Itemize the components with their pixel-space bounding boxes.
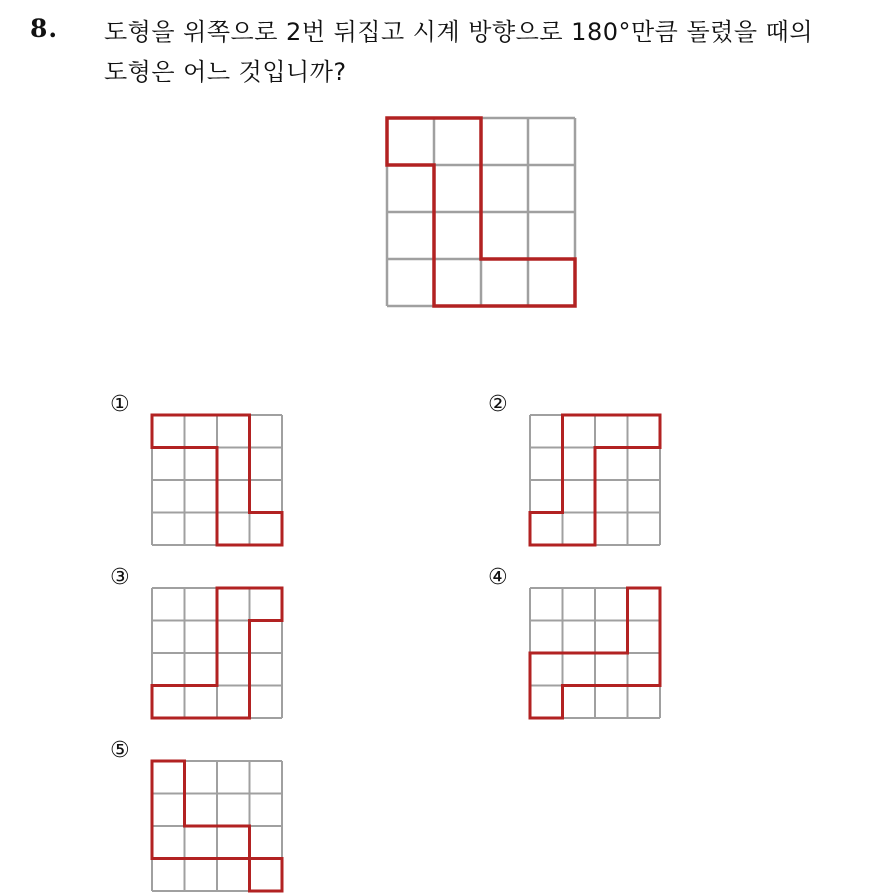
option-2-label[interactable]: ② (488, 392, 508, 417)
question-line-2: 도형은 어느 것입니까? (104, 58, 347, 86)
option-5-svg[interactable] (152, 761, 282, 891)
main-figure (387, 118, 575, 306)
option-2-svg[interactable] (530, 415, 660, 545)
option-5-label[interactable]: ⑤ (110, 738, 130, 763)
option-4-figure[interactable] (530, 588, 660, 718)
option-1-svg[interactable] (152, 415, 282, 545)
option-3-figure[interactable] (152, 588, 282, 718)
option-1-label[interactable]: ① (110, 392, 130, 417)
main-figure-svg (387, 118, 575, 306)
option-1-figure[interactable] (152, 415, 282, 545)
question-text (104, 12, 874, 92)
question-number: 8. (30, 14, 59, 43)
option-5-figure[interactable] (152, 761, 282, 891)
option-4-label[interactable]: ④ (488, 565, 508, 590)
option-3-label[interactable]: ③ (110, 565, 130, 590)
option-4-svg[interactable] (530, 588, 660, 718)
question-line-1: 도형을 위쪽으로 2번 뒤집고 시계 방향으로 180°만큼 돌렸을 때의 (104, 18, 814, 46)
option-3-svg[interactable] (152, 588, 282, 718)
option-2-figure[interactable] (530, 415, 660, 545)
